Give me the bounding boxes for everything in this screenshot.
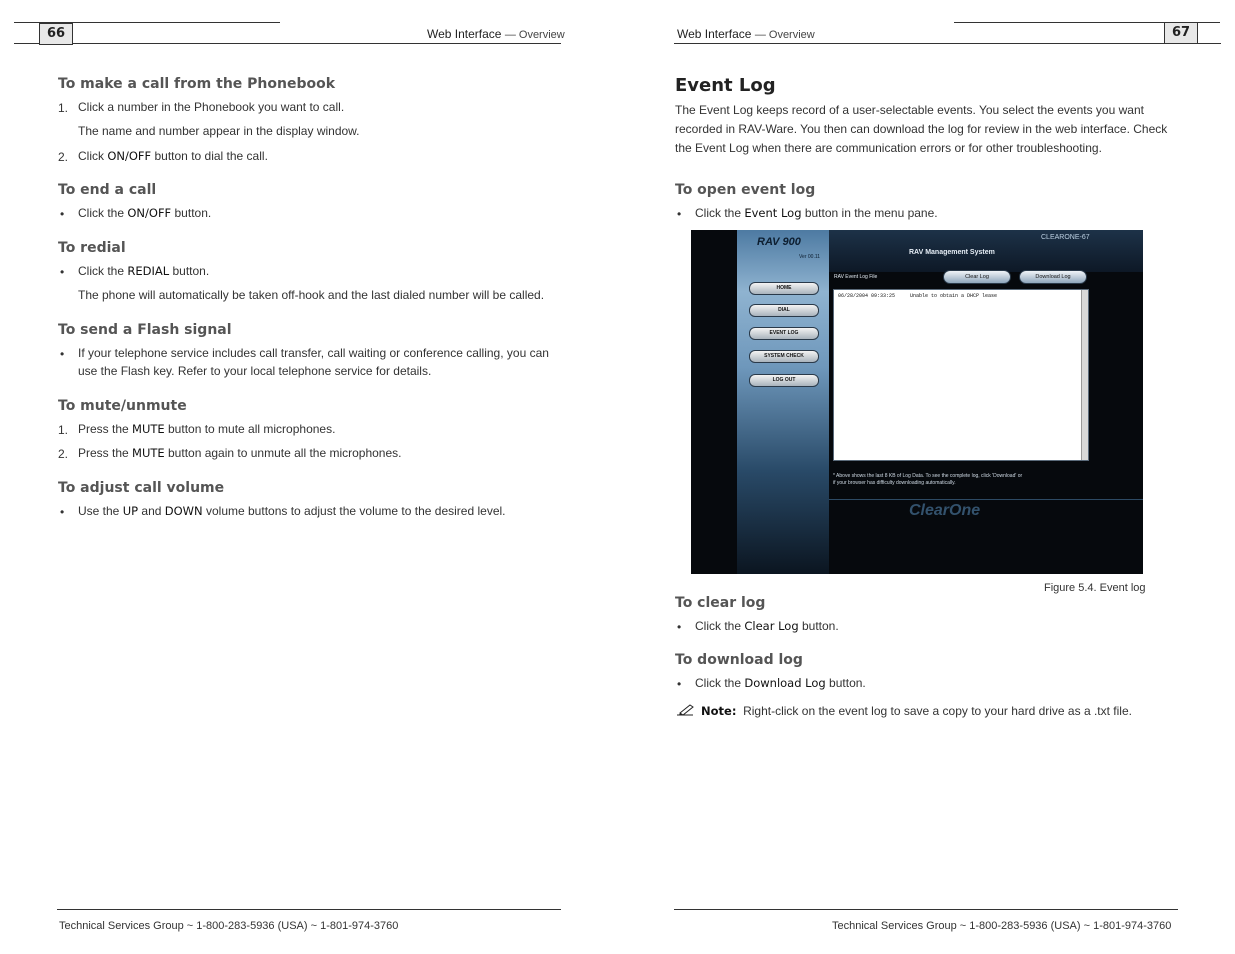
clear-log-button[interactable]: Clear Log <box>943 270 1011 284</box>
intro-paragraph <box>675 101 1167 158</box>
nav-dial-button[interactable]: DIAL <box>749 304 819 317</box>
section-title-open-log: To open event log <box>675 182 816 198</box>
keyword: Download Log <box>744 676 826 690</box>
intro-line: the Event Log when there are communication errors or for other troubleshooting. <box>675 141 1102 155</box>
section-title-phonebook: To make a call from the Phonebook <box>58 76 336 92</box>
bullet: • <box>60 207 65 221</box>
divider <box>829 499 1143 500</box>
text-run: button to mute all microphones. <box>164 422 336 436</box>
text-run: Click the <box>695 206 745 220</box>
note <box>701 702 1132 720</box>
running-head <box>677 27 815 41</box>
page-number: 66 <box>39 23 73 45</box>
step-text <box>78 444 402 462</box>
keyword: ON/OFF <box>127 206 172 220</box>
step-note: The name and number appear in the display window. <box>78 124 360 138</box>
nav-home-button[interactable]: HOME <box>749 282 819 295</box>
text-run: volume buttons to adjust the volume to the desired level. <box>202 504 506 518</box>
footer-text: Technical Services Group ~ 1-800-283-5936 (USA) ~ 1-801-974-3760 <box>832 920 1172 932</box>
nav-event-log-button[interactable]: EVENT LOG <box>749 327 819 340</box>
keyword: ON/OFF <box>107 149 152 163</box>
text-run: button again to unmute all the microphones. <box>164 446 402 460</box>
step-text: Click a number in the Phonebook you want to call. <box>78 100 345 114</box>
header-rule <box>674 43 1221 44</box>
running-head <box>427 27 565 41</box>
step-number: 2. <box>58 150 69 164</box>
running-head-title: Web Interface <box>677 27 752 41</box>
log-note-line: * Above shows the last 8 KB of Log Data. To see the complete log, click 'Download' or <box>833 473 1023 479</box>
text-run: and <box>138 504 165 518</box>
text-run: button. <box>169 264 210 278</box>
text-run: Press the <box>78 446 133 460</box>
note-text: Right-click on the event log to save a copy to your hard drive as a .txt file. <box>743 704 1132 718</box>
section-title-clear-log: To clear log <box>675 595 766 611</box>
text-run: button. <box>825 676 866 690</box>
log-scrollbar[interactable] <box>1081 290 1088 460</box>
bullet-text: If your telephone service includes call transfer, call waiting or conference calling, you can <box>78 346 549 360</box>
section-title-mute: To mute/unmute <box>58 398 187 414</box>
clearone-logo: ClearOne <box>909 502 981 519</box>
step-text <box>78 420 335 438</box>
bullet-text-cont: use the Flash key. Refer to your local telephone service for details. <box>78 364 432 378</box>
log-entry: 06/28/2004 09:33:25 Unable to obtain a DHCP lease <box>838 293 998 299</box>
keyword: Event Log <box>744 206 802 220</box>
section-title-volume: To adjust call volume <box>58 480 225 496</box>
download-log-button[interactable]: Download Log <box>1019 270 1087 284</box>
header-rule <box>14 43 561 44</box>
text-run: Click the <box>78 264 128 278</box>
footer-rule <box>57 909 561 910</box>
text-run: button. <box>798 619 839 633</box>
step-text <box>78 147 268 165</box>
bullet-text <box>695 674 866 692</box>
keyword: DOWN <box>164 504 203 518</box>
system-title: RAV Management System <box>909 249 995 256</box>
log-note <box>833 473 1093 487</box>
running-head-sub: — Overview <box>754 29 815 41</box>
bullet: • <box>60 265 65 279</box>
section-title-redial: To redial <box>58 240 126 256</box>
bullet: • <box>60 347 65 361</box>
text-run: Use the <box>78 504 123 518</box>
keyword: Clear Log <box>744 619 799 633</box>
bullet-text <box>695 204 938 222</box>
text-run: button to dial the call. <box>151 149 268 163</box>
footer-text: Technical Services Group ~ 1-800-283-5936 (USA) ~ 1-801-974-3760 <box>59 920 399 932</box>
text-run: Click the <box>78 206 128 220</box>
nav-log-out-button[interactable]: LOG OUT <box>749 374 819 387</box>
log-file-label: RAV Event Log File <box>834 274 878 280</box>
bullet: • <box>677 677 682 691</box>
intro-line: recorded in RAV-Ware. You then can download the log for review in the web interface. Check <box>675 122 1168 136</box>
keyword: REDIAL <box>127 264 170 278</box>
running-head-title: Web Interface <box>427 27 502 41</box>
section-title-flash: To send a Flash signal <box>58 322 232 338</box>
text-run: button. <box>171 206 212 220</box>
step-number: 1. <box>58 423 69 437</box>
bullet-note: The phone will automatically be taken off-hook and the last dialed number will be called. <box>78 288 545 302</box>
footer-rule <box>674 909 1178 910</box>
figure-caption: Figure 5.4. Event log <box>1044 582 1146 594</box>
intro-line: The Event Log keeps record of a user-selectable events. You select the events you want <box>675 103 1144 117</box>
section-title-end-call: To end a call <box>58 182 157 198</box>
text-run: Click <box>78 149 108 163</box>
bullet-text <box>78 204 211 222</box>
text-run: Click the <box>695 619 745 633</box>
nav-system-check-button[interactable]: SYSTEM CHECK <box>749 350 819 363</box>
note-pencil-icon <box>676 703 696 722</box>
step-number: 1. <box>58 101 69 115</box>
keyword: UP <box>122 504 139 518</box>
event-log-screenshot <box>691 230 1143 574</box>
event-log-textarea[interactable] <box>833 289 1089 461</box>
version-text: Ver 00.11 <box>799 254 821 260</box>
bullet: • <box>677 207 682 221</box>
section-title-download-log: To download log <box>675 652 803 668</box>
log-note-line: if your browser has difficulty downloading automatically. <box>833 480 956 486</box>
step-number: 2. <box>58 447 69 461</box>
text-run: Press the <box>78 422 133 436</box>
keyword: MUTE <box>132 422 165 436</box>
page-number: 67 <box>1164 22 1198 44</box>
device-name: CLEARONE-67 <box>1041 234 1090 241</box>
bullet: • <box>677 620 682 634</box>
bullet-text <box>695 617 839 635</box>
rav-logo: RAV 900 <box>757 236 801 248</box>
running-head-sub: — Overview <box>504 29 565 41</box>
text-run: button in the menu pane. <box>801 206 938 220</box>
text-run: Click the <box>695 676 745 690</box>
bullet: • <box>60 505 65 519</box>
keyword: MUTE <box>132 446 165 460</box>
bullet-text <box>78 262 209 280</box>
note-label: Note: <box>701 704 737 718</box>
page-title: Event Log <box>675 75 776 96</box>
bullet-text <box>78 502 506 520</box>
